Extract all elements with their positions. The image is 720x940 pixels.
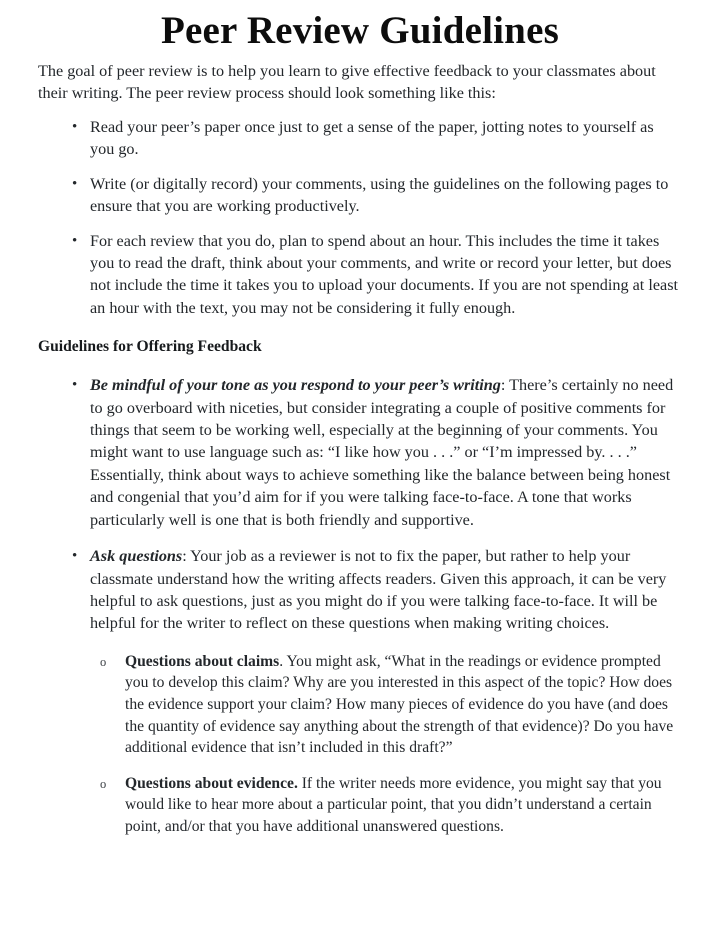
- list-item: [72, 374, 678, 531]
- spacer: [0, 635, 720, 651]
- spacer: [0, 104, 720, 116]
- intro-paragraph: The goal of peer review is to help you learn to give effective feedback to your classmates about their writing. The peer review process should look something like this:: [38, 62, 656, 102]
- bullet-icon: •: [72, 175, 78, 192]
- list-item-text: : Your job as a reviewer is not to fix the paper, but rather to help your classmate understand how the writing affects readers. Given this approach, it can be very helpful to ask questions, just as you might do if you were talking face-to-face. It will be helpful for the writer to reflect on these questions when making writing choices.: [90, 547, 667, 633]
- list-item-lead: Be mindful of your tone as you respond to your peer’s writing: [90, 376, 501, 395]
- process-bullet-list: [0, 116, 720, 319]
- spacer: [125, 759, 678, 773]
- list-item: [72, 230, 679, 320]
- bullet-icon: •: [72, 548, 78, 565]
- list-item: [72, 545, 678, 635]
- spacer: [90, 161, 678, 173]
- spacer: [0, 362, 720, 374]
- spacer: [90, 218, 678, 230]
- section-heading-offering-feedback: Guidelines for Offering Feedback: [38, 338, 262, 356]
- list-item: [100, 651, 678, 759]
- question-subbullet-list: [0, 651, 720, 838]
- bullet-icon: •: [72, 232, 78, 249]
- list-item-text: Write (or digitally record) your comments, using the guidelines on the following pages to ensure that you are working productively.: [90, 174, 669, 216]
- document-page: [0, 8, 720, 940]
- list-item: [72, 116, 678, 161]
- list-item-text: Read your peer’s paper once just to get a sense of the paper, jotting notes to yourself as you go.: [90, 118, 654, 159]
- list-item-text: If the writer needs more evidence, you might say that you would like to hear more about a particular point, that you didn’t understand a certain point, and/or that you have additional unanswered questions.: [125, 774, 662, 835]
- list-item-text: . You might ask, “What in the readings or evidence prompted you to develop this claim? Why are you interested in this aspect of the topic? How does the evidence support your claim? How many pieces of evidence do you have (and does the quantity of evidence say anything about the strength of that evidence)? Do you have additional evidence that isn’t included in this draft?”: [125, 652, 674, 757]
- page-title: Peer Review Guidelines: [161, 9, 559, 52]
- sub-bullet-icon: o: [100, 776, 107, 791]
- bullet-icon: •: [72, 119, 78, 135]
- list-item: [72, 173, 678, 218]
- list-item-lead: Ask questions: [90, 547, 183, 566]
- list-item-text: : There’s certainly no need to go overboard with niceties, but consider integrating a couple of positive comments for things that seem to be working well, especially at the beginning of your comments. You might want to use language such as: “I like how you . . .” or “I’m impressed by. . . .” Essentially, think about ways to achieve something like the balance between being honest and congenial that you’d aim for if you were talking face-to-face. A tone that works particularly well is one that is both friendly and supportive.: [90, 376, 674, 529]
- spacer: [90, 531, 678, 545]
- list-item-text: For each review that you do, plan to spend about an hour. This includes the time it takes you to read the draft, think about your comments, and write or record your letter, but does not include the time it takes you to upload your documents. If you are not spending at least an hour with the text, you may not be considering it fully enough.: [90, 231, 679, 317]
- bullet-icon: •: [72, 377, 78, 394]
- list-item-lead: Questions about claims: [125, 652, 280, 670]
- sub-bullet-icon: o: [100, 654, 107, 669]
- list-item: [100, 773, 678, 838]
- list-item-lead: Questions about evidence.: [125, 774, 298, 792]
- feedback-bullet-list: [0, 374, 720, 634]
